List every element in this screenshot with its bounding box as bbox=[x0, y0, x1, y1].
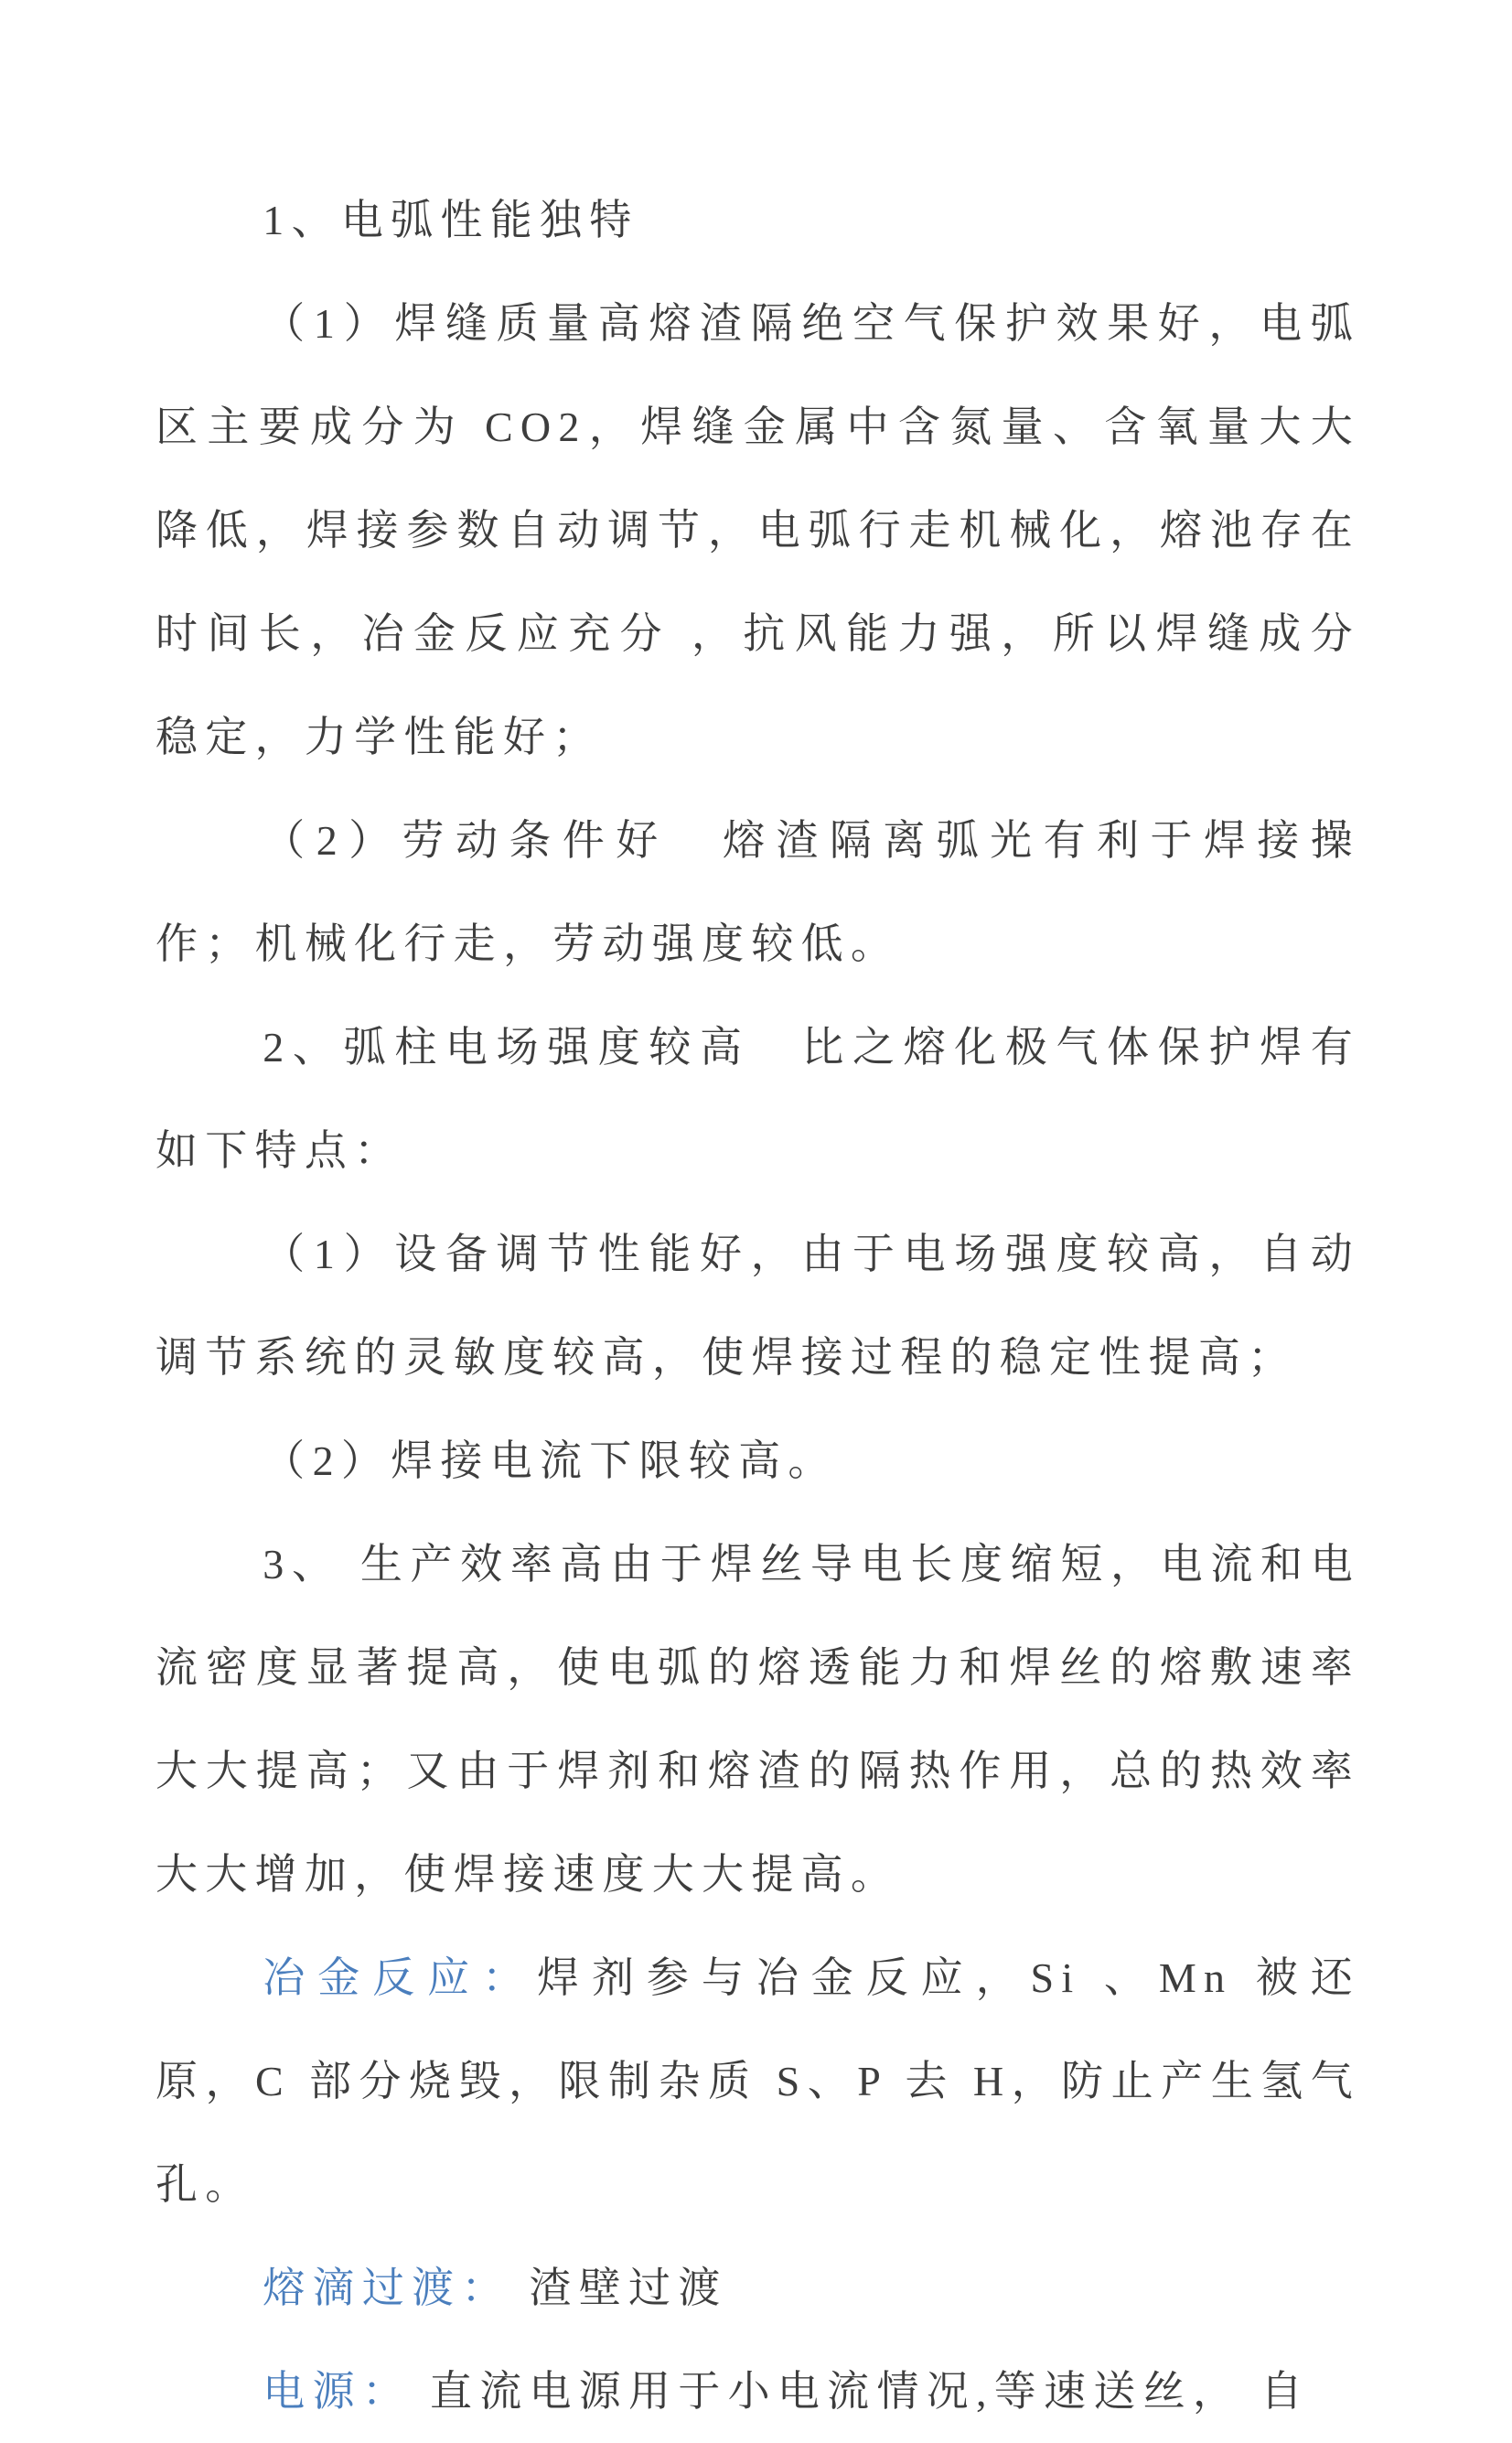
paragraph-current-lower-limit bbox=[155, 1409, 1360, 1512]
paragraph-heading-1 bbox=[155, 168, 1360, 272]
paragraph-droplet-transfer bbox=[155, 2236, 1360, 2340]
paragraph-heading-2 bbox=[155, 995, 1360, 1202]
paragraph-metallurgical-reaction bbox=[155, 1926, 1360, 2236]
term-label-power-source: 电源： bbox=[263, 2368, 413, 2415]
paragraph-power-source bbox=[155, 2340, 1360, 2443]
paragraph-text: 焊剂参与冶金反应，Si 、Mn 被还原，C 部分烧毁，限制杂质 S、P 去 H，防止产生氢气孔。 bbox=[155, 1954, 1360, 2208]
paragraph-text: 1、电弧性能独特 bbox=[263, 197, 639, 243]
paragraph-weld-quality bbox=[155, 272, 1360, 789]
paragraph-heading-3 bbox=[155, 1512, 1360, 1926]
paragraph-labor-conditions bbox=[155, 789, 1360, 995]
paragraph-text: 2、弧柱电场强度较高 比之熔化极气体保护焊有如下特点： bbox=[155, 1024, 1360, 1174]
paragraph-text: （2）焊接电流下限较高。 bbox=[263, 1437, 838, 1484]
paragraph-text: 直流电源用于小电流情况,等速送丝， 自 bbox=[412, 2368, 1311, 2415]
term-label-droplet-transfer: 熔滴过渡： bbox=[263, 2265, 511, 2311]
paragraph-text: 3、 生产效率高由于焊丝导电长度缩短，电流和电流密度显著提高，使电弧的熔透能力和焊丝的熔敷速率大大提高；又由于焊剂和熔渣的隔热作用，总的热效率大大增加，使焊接速度大大提高。 bbox=[155, 1541, 1360, 1898]
paragraph-equipment-adjust bbox=[155, 1202, 1360, 1409]
term-label-metallurgical-reaction: 冶金反应： bbox=[263, 1954, 538, 2001]
paragraph-text: （2）劳动条件好 熔渣隔离弧光有利于焊接操作；机械化行走，劳动强度较低。 bbox=[155, 817, 1360, 967]
document-body bbox=[155, 168, 1360, 2443]
paragraph-text: 渣壁过渡 bbox=[510, 2265, 728, 2311]
paragraph-text: （1）焊缝质量高熔渣隔绝空气保护效果好，电弧区主要成分为 CO2，焊缝金属中含氮量、含氧量大大降低，焊接参数自动调节，电弧行走机械化，熔池存在时间长，冶金反应充分 ，抗风能力强，所以焊缝成分稳定，力学性能好； bbox=[155, 300, 1360, 760]
paragraph-text: （1）设备调节性能好，由于电场强度较高，自动调节系统的灵敏度较高，使焊接过程的稳定性提高； bbox=[155, 1231, 1360, 1381]
